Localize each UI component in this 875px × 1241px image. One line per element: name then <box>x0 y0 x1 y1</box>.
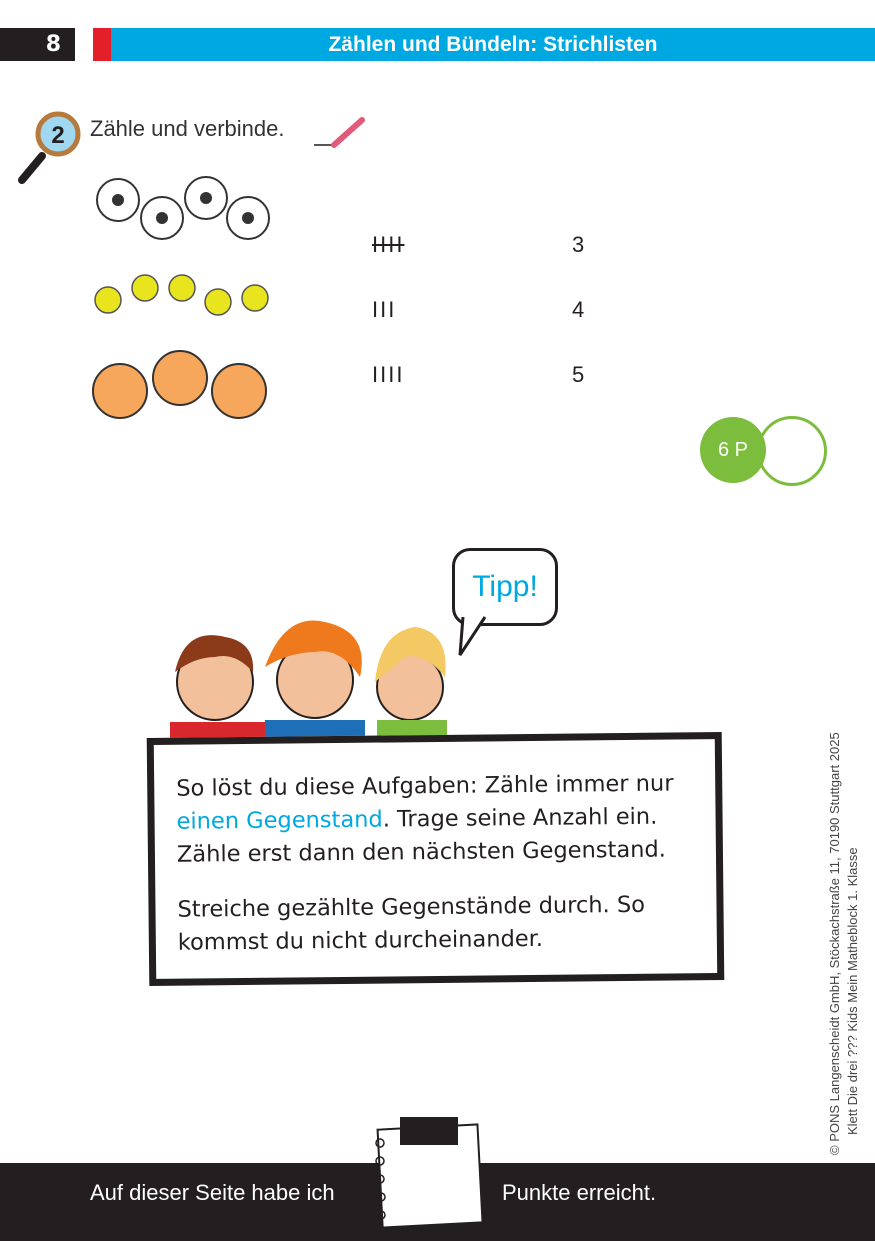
header-accent <box>93 28 111 61</box>
tally-row-2: III <box>372 297 397 322</box>
score-input-circle[interactable] <box>757 416 827 486</box>
footer-right-text: Punkte erreicht. <box>502 1180 657 1205</box>
page-title: Zählen und Bündeln: Strichlisten <box>111 28 875 61</box>
footer-left-text: Auf dieser Seite habe ich <box>90 1180 335 1205</box>
number-row-2: 4 <box>572 297 585 322</box>
tally-row-1: IIII <box>372 232 405 257</box>
tip-text: . Trage seine Anzahl ein. Zähle erst dann den nächsten Gegenstand. <box>176 803 667 868</box>
number-row-1: 3 <box>572 232 585 257</box>
tip-paragraph-1 <box>176 767 694 871</box>
copyright-line-1: © PONS Langenscheidt GmbH, Stöckachstraße 11, 70190 Stuttgart 2025 <box>827 732 842 1155</box>
notepad-points-field[interactable] <box>372 1113 490 1228</box>
tip-text: So löst du diese Aufgaben: Zähle immer nur <box>176 770 674 802</box>
kids-illustration <box>155 612 450 747</box>
magnifier-task-icon <box>12 110 87 188</box>
tip-box <box>147 732 725 986</box>
task-instruction: Zähle und verbinde. <box>90 116 285 141</box>
soccer-balls-group <box>90 170 280 250</box>
score-badge: 6 P <box>700 417 766 483</box>
tip-paragraph-2: Streiche gezählte Gegenstände durch. So kommst du nicht durcheinander. <box>177 891 646 956</box>
copyright-notice <box>826 732 862 1155</box>
pencil-icon <box>312 115 370 150</box>
speech-bubble-tail <box>455 615 495 660</box>
task-number: 2 <box>51 122 65 149</box>
tally-row-3: IIII <box>372 362 405 387</box>
tip-speech-bubble: Tipp! <box>452 548 558 626</box>
page-number: 8 <box>0 28 75 61</box>
tip-highlight: einen Gegenstand <box>176 806 383 835</box>
tennis-balls-group <box>90 270 275 320</box>
basketballs-group <box>90 348 275 423</box>
number-row-3: 5 <box>572 362 585 387</box>
copyright-line-2: Klett Die drei ??? Kids Mein Matheblock 1. Klasse <box>845 847 860 1135</box>
